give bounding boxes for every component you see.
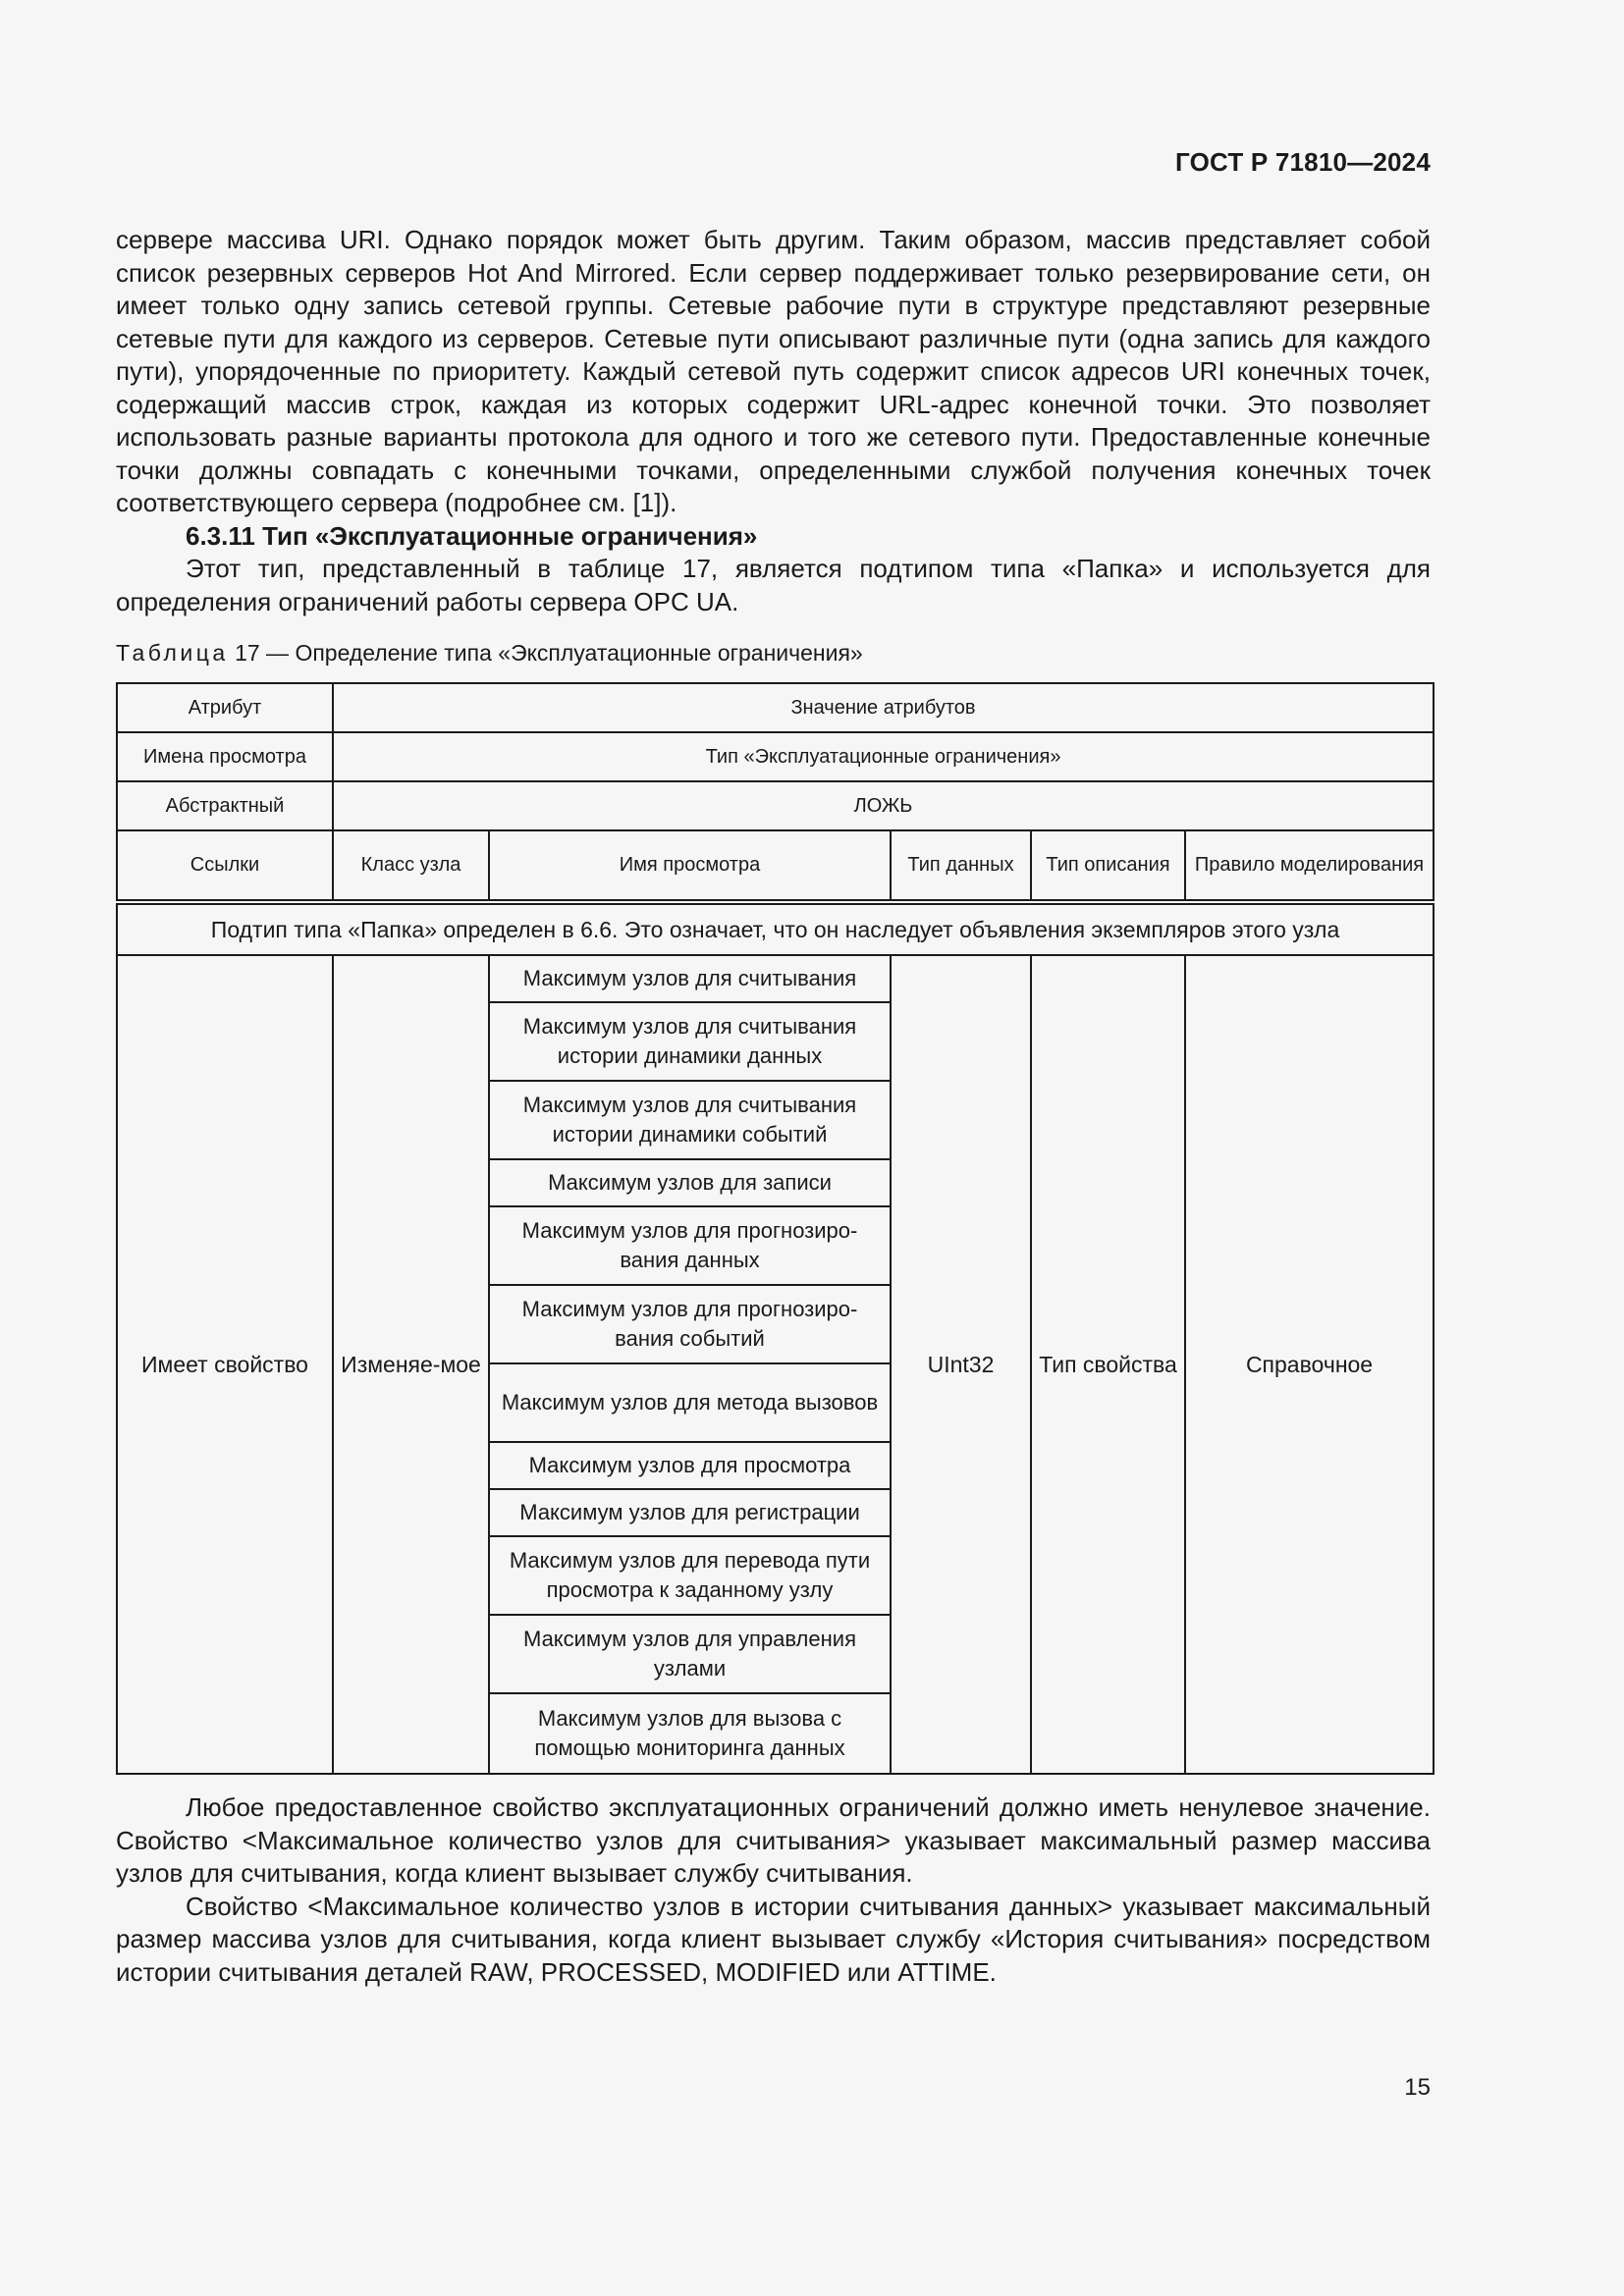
browse-name-item: Максимум узлов для вызова с помощью мониторинга данных (534, 1706, 845, 1760)
table-caption-label: Таблица (116, 640, 229, 666)
col-header-references: Ссылки (117, 830, 333, 902)
col-header-nodeclass: Класс узла (333, 830, 489, 902)
abstract-value-cell: ЛОЖЬ (333, 781, 1434, 830)
browse-name-item: Максимум узлов для перевода пути просмотра к заданному узлу (490, 1537, 890, 1616)
paragraph-intro: Этот тип, представленный в таблице 17, является подтипом типа «Папка» и используется для определения ограничений работы сервера OPC UA. (116, 554, 1431, 616)
paragraph-continued: сервере массива URI. Однако порядок может быть другим. Таким образом, массив представляет собой список резервных серверов Hot And Mirrored. Если сервер поддерживает только резервирование сети, он имеет только одну запись сетевой группы. Сетевые рабочие пути в структуре представляют резервные сетевые пути для каждого из серверов. Сетевые пути описывают различные пути (одна запись для каждого пути), упорядоченные по приоритету. Каждый сетевой путь содержит список адресов URI конечных точек, содержащий массив строк, каждая из которых содержит URL-адрес конечной точки. Это позволяет использовать разные варианты протокола для одного и того же сетевого пути. Предоставленные конечные точки должны совпадать с конечными точками, определенными службой получения конечных точек соответствующего сервера (подробнее см. [1]). (116, 225, 1431, 517)
browse-name-item: Максимум узлов для регистрации (490, 1490, 890, 1537)
abstract-label-cell: Абстрактный (117, 781, 333, 830)
text-block-top (116, 224, 1431, 618)
text-block-bottom (116, 1791, 1431, 1989)
attr-label-cell: Атрибут (117, 683, 333, 732)
col-header-browsename: Имя просмотра (489, 830, 891, 902)
browse-name-item: Максимум узлов для считывания истории динамики данных (490, 1003, 890, 1082)
section-heading: 6.3.11 Тип «Эксплуатационные ограничения» (186, 520, 758, 551)
table-caption (116, 638, 863, 667)
table-row (117, 683, 1434, 732)
page-number: 15 (1404, 2074, 1431, 2101)
paragraph-history: Свойство <Максимальное количество узлов в истории считывания данных> указывает максимальный размер массива узлов для считывания, когда клиент вызывает службу «История считывания» посредством истории считывания деталей RAW, PROCESSED, MODIFIED или ATTIME. (116, 1891, 1431, 1987)
browse-name-item: Максимум узлов для считывания истории динамики событий (490, 1082, 890, 1160)
browse-names-label-cell: Имена просмотра (117, 732, 333, 781)
datatype-cell: UInt32 (891, 955, 1031, 1774)
table-row (117, 955, 1434, 1774)
table-row (117, 902, 1434, 955)
col-header-typedef: Тип описания (1031, 830, 1185, 902)
browse-name-item: Максимум узлов для просмотра (490, 1443, 890, 1490)
table-caption-text: 17 — Определение типа «Эксплуатационные ограничения» (228, 640, 863, 666)
browse-name-item: Максимум узлов для считывания (490, 956, 890, 1003)
typedef-cell: Тип свойства (1031, 955, 1185, 1774)
modelling-cell: Справочное (1185, 955, 1434, 1774)
col-header-modelling: Правило моделирования (1185, 830, 1434, 902)
subtype-note-cell: Подтип типа «Папка» определен в 6.6. Это означает, что он наследует объявления экземпляров этого узла (117, 902, 1434, 955)
browse-names-cell (489, 955, 891, 1774)
table-header-row (117, 830, 1434, 902)
reference-cell: Имеет свойство (117, 955, 333, 1774)
attr-value-label-cell: Значение атрибутов (333, 683, 1434, 732)
type-definition-table (116, 682, 1435, 1775)
document-id: ГОСТ Р 71810—2024 (1175, 147, 1431, 177)
browse-name-item: Максимум узлов для записи (490, 1160, 890, 1207)
nodeclass-cell: Изменяе-мое (333, 955, 489, 1774)
browse-name-item: Максимум узлов для управления узлами (490, 1616, 890, 1694)
browse-name-item: Максимум узлов для прогнозиро-вания событий (490, 1286, 890, 1364)
col-header-datatype: Тип данных (891, 830, 1031, 902)
paragraph-nonzero: Любое предоставленное свойство эксплуатационных ограничений должно иметь ненулевое значение. Свойство <Максимальное количество узлов для считывания> указывает максимальный размер массива узлов для считывания, когда клиент вызывает службу считывания. (116, 1792, 1431, 1888)
table-row (117, 781, 1434, 830)
table-row (117, 732, 1434, 781)
browse-name-item: Максимум узлов для прогнозиро-вания данных (490, 1207, 890, 1286)
browse-name-item: Максимум узлов для метода вызовов (490, 1364, 890, 1443)
browse-names-value-cell: Тип «Эксплуатационные ограничения» (333, 732, 1434, 781)
